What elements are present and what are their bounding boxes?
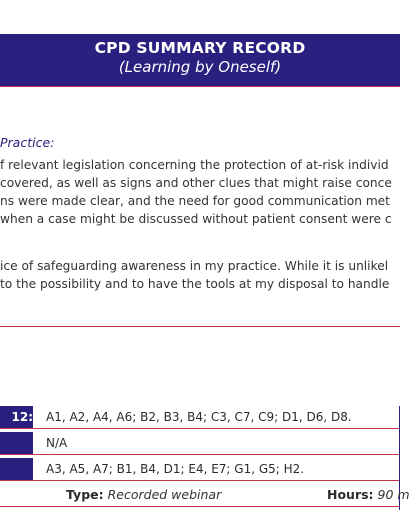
record-subtitle: (Learning by Oneself) [118,58,282,76]
paragraph-line: covered, as well as signs and other clues that might raise conce [0,176,392,190]
record-header [0,34,400,86]
table-row [0,432,399,455]
activity-type [66,484,221,506]
paragraph-line: when a case might be discussed without patient consent were c [0,212,392,226]
activity-summary-row [0,484,410,507]
activity-hours [327,484,410,506]
row-value: N/A [46,436,68,450]
record-title: CPD SUMMARY RECORD [94,39,306,57]
row-value: A1, A2, A4, A6; B2, B3, B4; C3, C7, C9; D1, D6, D8. [46,410,352,424]
section-heading: Practice: [0,135,55,150]
table-row [0,406,399,429]
type-label: Type: [66,487,104,502]
paragraph-line: ns were made clear, and the need for good communication met [0,194,390,208]
header-divider [0,86,400,87]
row-label: 12: [0,406,33,428]
paragraph-line: ice of safeguarding awareness in my practice. While it is unlikel [0,259,389,273]
type-value: Recorded webinar [107,487,222,502]
paragraph-line: f relevant legislation concerning the protection of at-risk individ [0,158,389,172]
section-divider [0,326,400,327]
row-label [0,458,33,480]
row-label [0,432,33,454]
paragraph-line: to the possibility and to have the tools at my disposal to handle [0,277,390,291]
row-value: A3, A5, A7; B1, B4, D1; E4, E7; G1, G5; H2. [46,462,305,476]
hours-value: 90 m [377,487,410,502]
table-row [0,458,399,481]
hours-label: Hours: [327,487,374,502]
